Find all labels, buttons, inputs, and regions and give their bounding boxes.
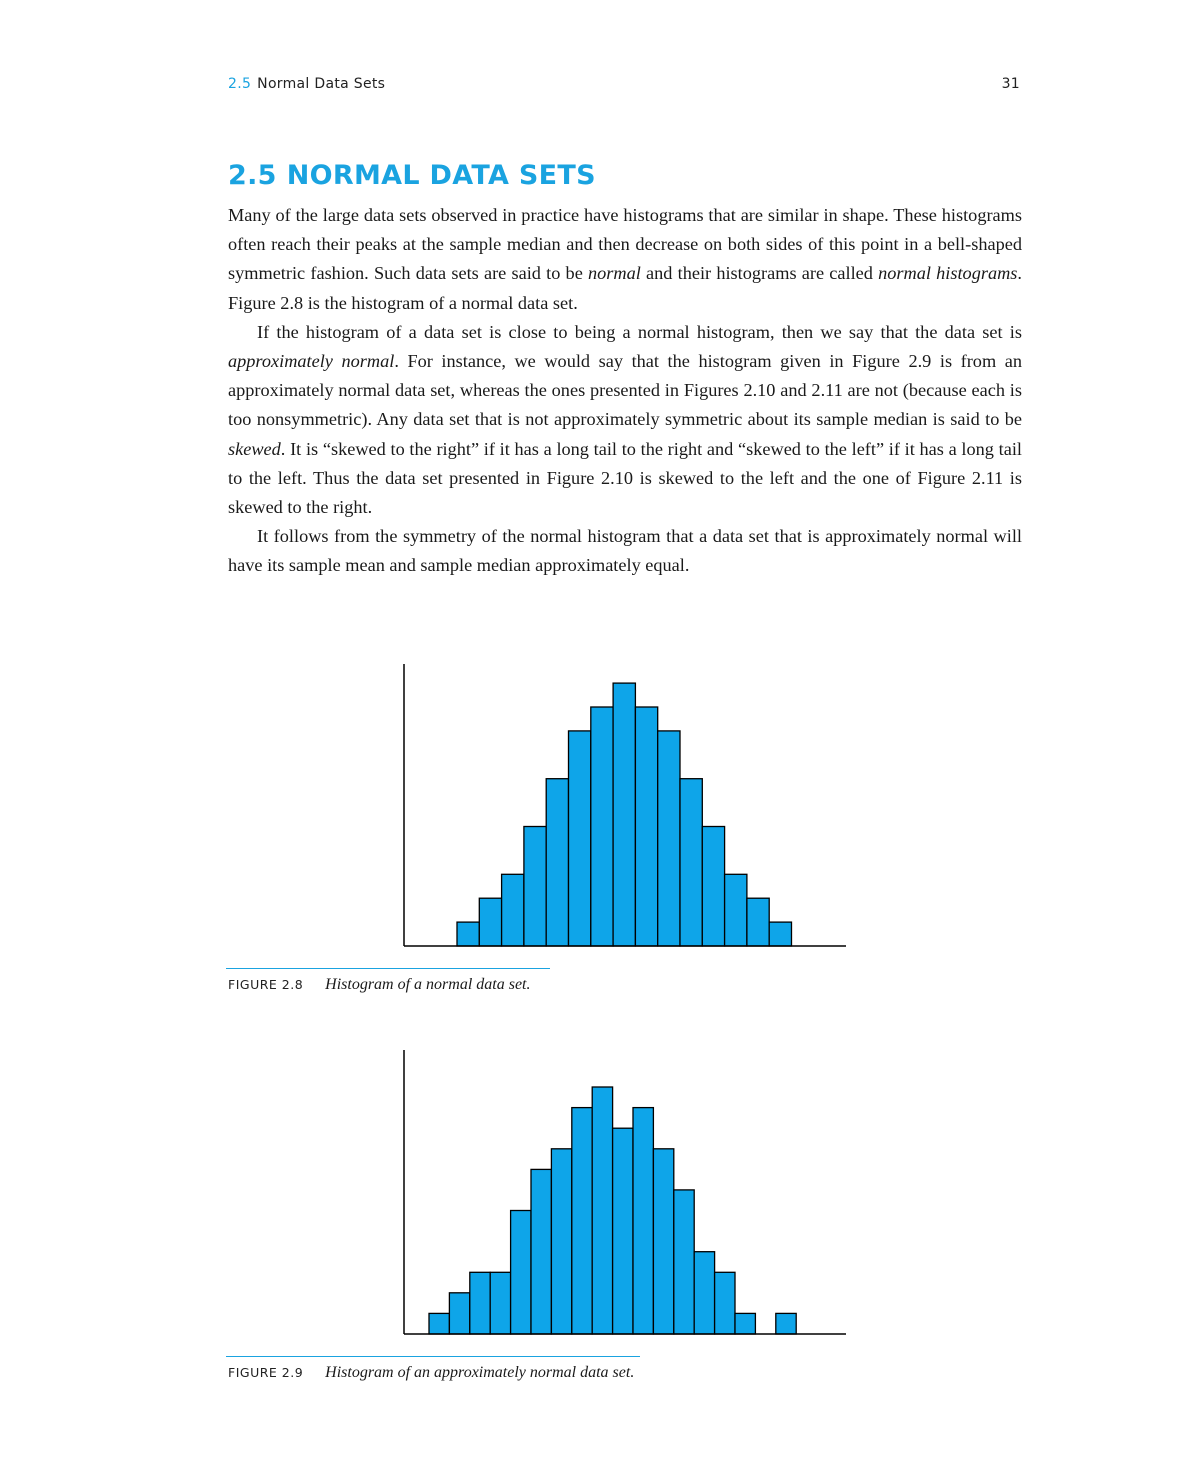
paragraph-2-text: If the histogram of a data set is close to being a normal histogram, then we say that the data set is (257, 321, 1022, 342)
histogram-bar (694, 1252, 714, 1334)
histogram-bar (769, 922, 791, 946)
histogram-bar (674, 1190, 694, 1334)
page-number: 31 (1001, 76, 1020, 92)
histogram-bar (479, 898, 501, 946)
histogram-bar (680, 779, 702, 946)
figure-label: FIGURE 2.9 (228, 1365, 304, 1380)
histogram-bar (546, 779, 568, 946)
histogram-bar (592, 1087, 612, 1334)
section-number: 2.5 (228, 160, 277, 191)
paragraph-1-text: and their histograms are called (640, 263, 879, 284)
paragraph-1-text: Many of the large data sets observed in practice have histograms that are similar in shape. These histograms often reach their peaks at the sample median and then decrease on both sides of this point in a bell-shaped symmetric fashion. Such data sets are said to be (228, 205, 1022, 284)
figure-caption-text: Histogram of an approximately normal data set. (325, 1364, 635, 1381)
histogram-bar (725, 874, 747, 946)
histogram-bar (747, 898, 769, 946)
histogram-bar (470, 1272, 490, 1334)
histogram-bar (776, 1313, 796, 1334)
histogram-bar (591, 707, 613, 946)
paragraph-3: It follows from the symmetry of the normal histogram that a data set that is approximately normal will have its sample mean and sample median approximately equal. (228, 526, 1022, 576)
section-heading (228, 160, 596, 191)
figure-caption (228, 976, 531, 994)
histogram-bar (633, 1108, 653, 1334)
figure-caption-text: Histogram of a normal data set. (325, 976, 531, 993)
histogram-bar (613, 1128, 633, 1334)
figure-2-9 (226, 1040, 1026, 1390)
paragraph-2 (228, 318, 1022, 522)
histogram-bar (531, 1169, 551, 1334)
histogram-bar (702, 827, 724, 947)
paragraph-1-text: . Figure 2.8 is the histogram of a normal data set. (228, 263, 1022, 313)
histogram-bar (511, 1211, 531, 1335)
term-normal-histograms: normal histograms (878, 263, 1018, 284)
running-head (228, 76, 1020, 98)
histogram-bar (551, 1149, 571, 1334)
paragraph-2-text: . For instance, we would say that the histogram given in Figure 2.9 is from an approximately normal data set, whereas the ones presented in Figures 2.10 and 2.11 are not (because each is too nonsymmetric). Any data set that is not approximately symmetric about its sample median is said to be (228, 351, 1022, 430)
histogram-bar (457, 922, 479, 946)
term-approximately-normal: approximately normal (228, 351, 395, 372)
histogram-bar (449, 1293, 469, 1334)
histogram-approx-normal-chart (226, 1040, 1026, 1350)
histogram-bar (735, 1313, 755, 1334)
histogram-normal-chart (226, 650, 1026, 960)
running-head-section-number: 2.5 (228, 76, 252, 92)
histogram-bar (429, 1313, 449, 1334)
figure-2-8 (226, 650, 1026, 1000)
caption-rule (226, 1356, 640, 1357)
figure-caption (228, 1364, 634, 1382)
paragraph-2-text: . It is “skewed to the right” if it has a long tail to the right and “skewed to the left” if it has a long tail to the left. Thus the data set presented in Figure 2.10 is skewed to the left and the one of Figure 2.11 is skewed to the right. (228, 438, 1022, 518)
histogram-bar (572, 1108, 592, 1334)
histogram-bar (490, 1272, 510, 1334)
histogram-bar (569, 731, 591, 946)
histogram-bar (502, 874, 524, 946)
histogram-bar (524, 827, 546, 947)
histogram-bar (613, 683, 635, 946)
term-skewed: skewed (228, 438, 281, 459)
histogram-bar (715, 1272, 735, 1334)
histogram-bar (653, 1149, 673, 1334)
body-text (228, 201, 1022, 581)
histogram-bar (658, 731, 680, 946)
running-head-section-title: Normal Data Sets (257, 76, 386, 92)
figure-label: FIGURE 2.8 (228, 977, 304, 992)
paragraph-1 (228, 201, 1022, 318)
histogram-bar (635, 707, 657, 946)
term-normal: normal (588, 263, 641, 284)
section-title: NORMAL DATA SETS (286, 160, 596, 191)
caption-rule (226, 968, 550, 969)
